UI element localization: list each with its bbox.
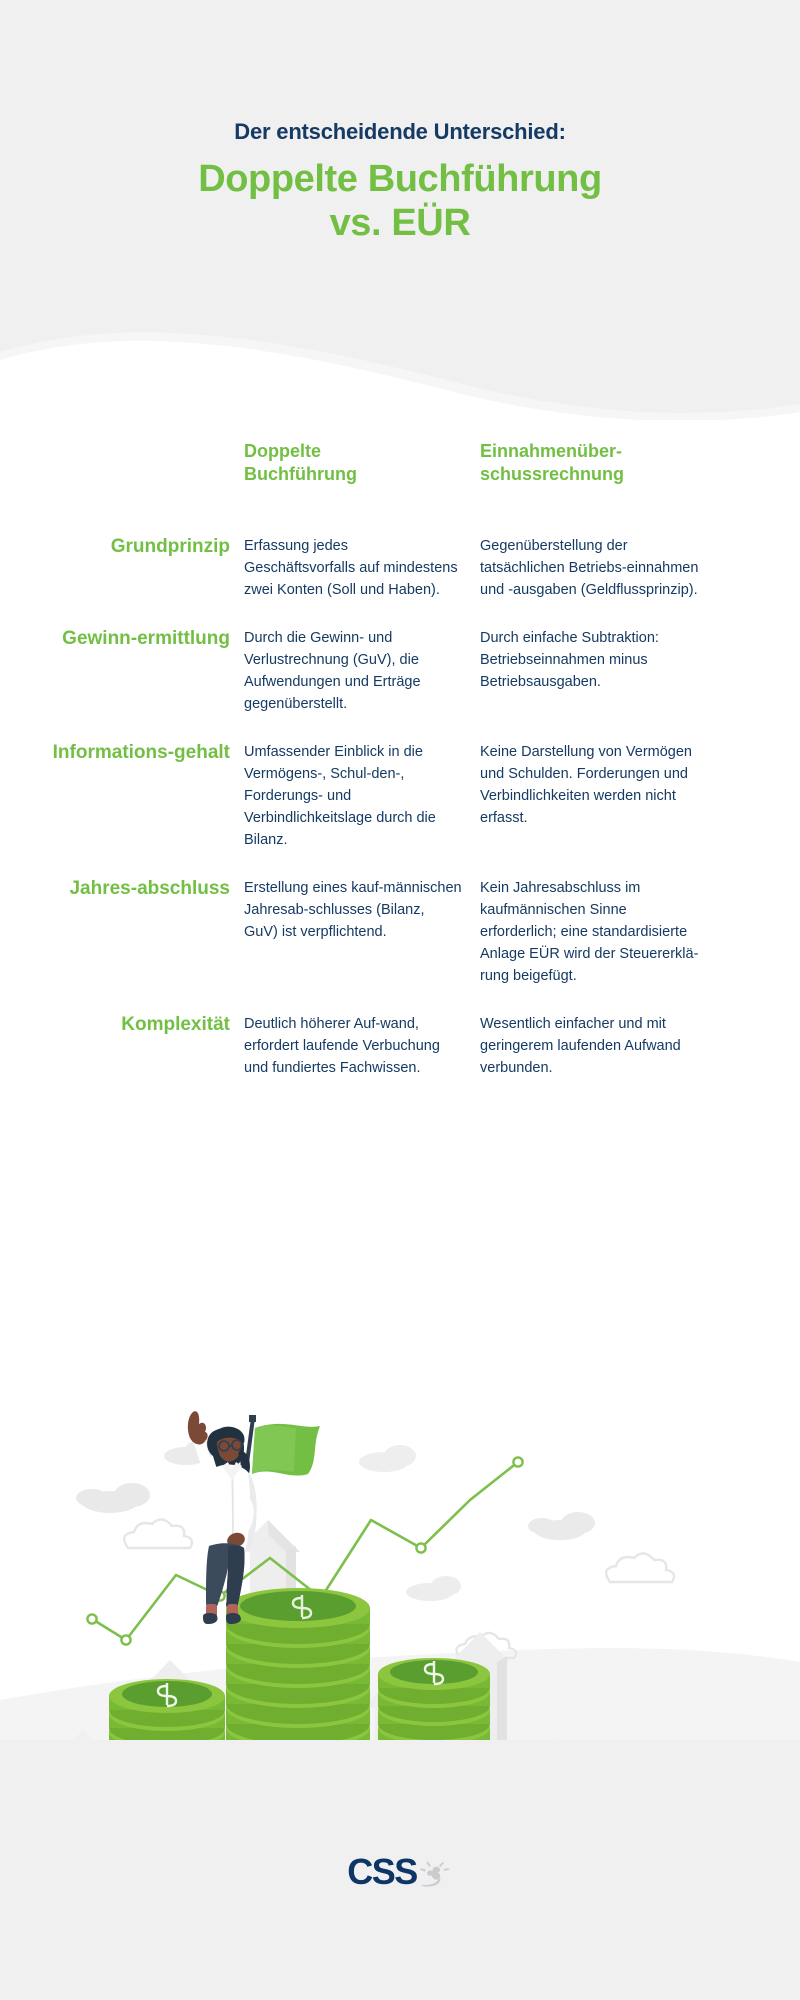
column-header-line-2: Buchführung xyxy=(244,464,357,485)
cloud-outline-icon xyxy=(606,1553,674,1582)
row-cell-doppelte: Umfassender Einblick in die Vermögens-, Schul-den-, Forderungs- und Verbindlichkeitslage durch die Bilanz. xyxy=(244,744,436,849)
column-header-line-1: Doppelte xyxy=(244,441,322,461)
row-label: Grundprinzip xyxy=(110,535,230,557)
table-row xyxy=(0,1013,800,1079)
column-header-line-2: schussrechnung xyxy=(480,464,625,485)
cloud-icon xyxy=(528,1512,595,1540)
comparison-table xyxy=(0,440,800,1105)
logo-wordmark: CSS xyxy=(347,1851,417,1892)
table-row xyxy=(0,535,800,601)
page-title xyxy=(0,157,800,245)
row-cell-euer: Wesentlich einfacher und mit geringerem laufenden Aufwand verbunden. xyxy=(480,1016,681,1077)
shoe-icon xyxy=(203,1613,218,1624)
table-row xyxy=(0,741,800,851)
hero-text-block xyxy=(0,118,800,245)
gecko-icon xyxy=(413,1854,453,1894)
row-cell-euer: Keine Darstellung von Vermögen und Schulden. Forderungen und Verbindlichkeiten werden nicht erfasst. xyxy=(480,744,692,827)
row-cell-euer: Kein Jahresabschluss im kaufmännischen Sinne erforderlich; eine standardisierte Anlage EÜR wird der Steuererklä-rung beigefügt. xyxy=(480,880,699,985)
table-header-row xyxy=(0,440,800,487)
footer-section xyxy=(0,1740,800,2000)
column-header-euer xyxy=(480,440,720,487)
row-cell-doppelte: Deutlich höherer Auf-wand, erfordert laufende Verbuchung und fundiertes Fachwissen. xyxy=(244,1016,440,1077)
page-title-line-2: vs. EÜR xyxy=(329,201,471,244)
row-label: Jahres-abschluss xyxy=(69,878,230,900)
row-cell-doppelte: Erfassung jedes Geschäftsvorfalls auf mindestens zwei Konten (Soll und Haben). xyxy=(244,537,458,598)
hero-kicker: Der entscheidende Unterschied: xyxy=(234,119,566,144)
row-cell-doppelte: Erstellung eines kauf-männischen Jahresab-schlusses (Bilanz, GuV) ist verpflichtend. xyxy=(244,880,462,941)
row-cell-euer: Durch einfache Subtraktion: Betriebseinnahmen minus Betriebsausgaben. xyxy=(480,629,659,690)
column-header-line-1: Einnahmenüber- xyxy=(480,441,623,461)
table-row xyxy=(0,627,800,715)
coin-stack-center xyxy=(226,1588,370,1764)
table-row xyxy=(0,877,800,987)
row-label: Informations-gehalt xyxy=(52,742,230,763)
css-logo[interactable] xyxy=(347,1850,453,1894)
row-cell-doppelte: Durch die Gewinn- und Verlustrechnung (GuV), die Aufwendungen und Erträge gegenüberstellt. xyxy=(244,629,421,712)
column-header-doppelte-buchfuehrung xyxy=(240,440,480,487)
row-label: Gewinn-ermittlung xyxy=(62,627,230,649)
cloud-icon xyxy=(406,1576,461,1601)
page-title-line-1: Doppelte Buchführung xyxy=(198,157,602,200)
cloud-icon xyxy=(76,1483,150,1513)
row-label: Komplexität xyxy=(121,1014,230,1036)
row-cell-euer: Gegenüberstellung der tatsächlichen Betriebs-einnahmen und -ausgaben (Geldflussprinzip). xyxy=(480,537,699,598)
pointing-hand-icon xyxy=(188,1411,208,1444)
cloud-icon xyxy=(359,1445,416,1472)
cloud-outline-icon xyxy=(124,1519,192,1548)
